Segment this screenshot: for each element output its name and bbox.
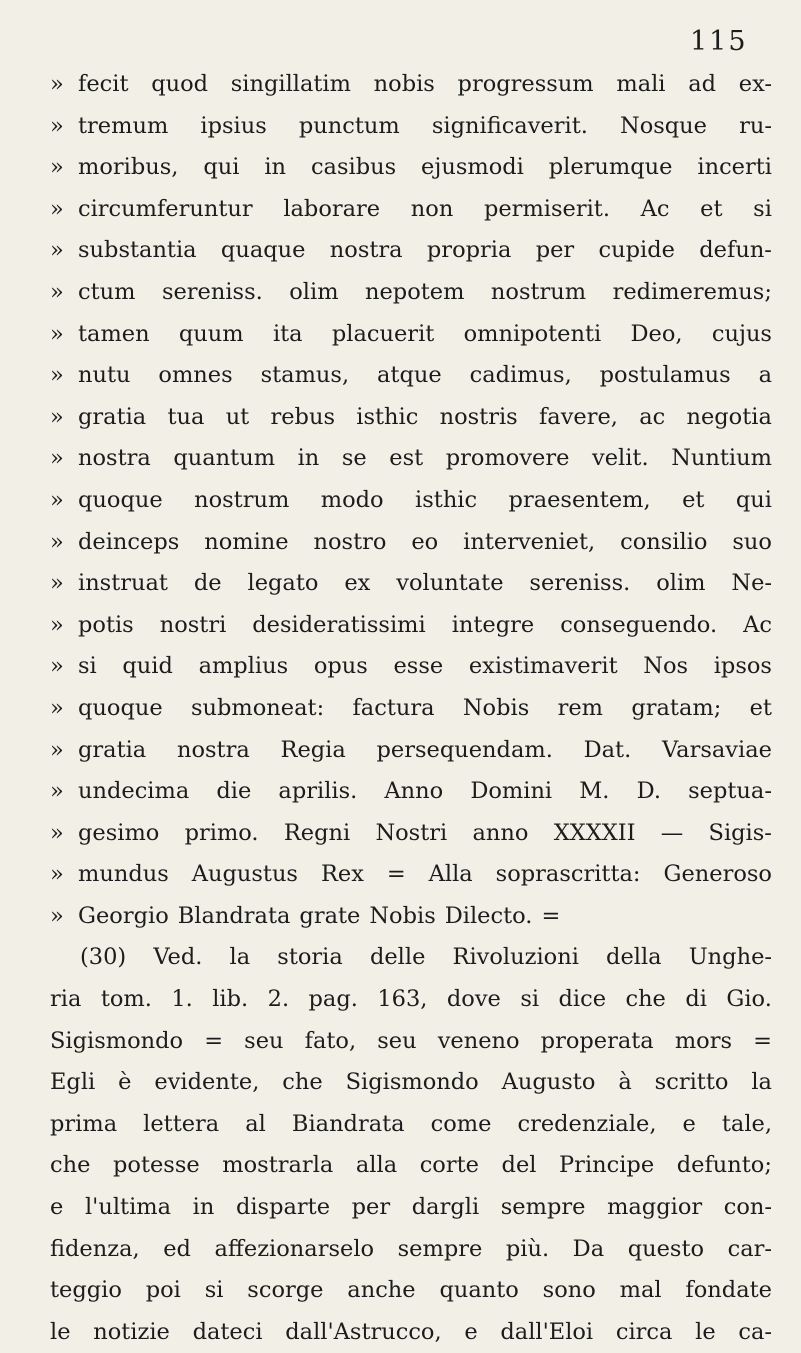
guillemet-mark: » [50, 486, 64, 513]
guillemet-mark: » [50, 71, 64, 97]
line-text: deinceps nomine nostro eo interveniet, consilio suo [78, 528, 772, 555]
line-text: ria tom. 1. lib. 2. pag. 163, dove si dice che di Gio. [50, 986, 772, 1013]
line-text: e l'ultima in disparte per dargli sempre maggior con- [50, 1194, 772, 1221]
line-text: si quid amplius opus esse existimaverit Nos ipsos [78, 653, 772, 680]
line-text: quoque submoneat: factura Nobis rem gratam; et [78, 694, 772, 721]
guillemet-mark: » [50, 403, 64, 430]
line-text: gratia tua ut rebus isthic nostris favere, ac negotia [78, 403, 772, 430]
line-text: fecit quod singillatim nobis progressum mali ad ex- [78, 71, 772, 97]
quoted-line [50, 64, 772, 106]
line-text: prima lettera al Biandrata come credenziale, e tale, [50, 1110, 772, 1137]
quoted-line [50, 771, 772, 813]
quoted-line [50, 438, 772, 480]
quoted-line [50, 189, 772, 231]
quoted-line [50, 397, 772, 439]
guillemet-mark: » [50, 778, 64, 805]
line-text: fidenza, ed affezionarselo sempre più. Da questo car- [50, 1235, 772, 1262]
line-text: gesimo primo. Regni Nostri anno XXXXII — Sigis- [78, 819, 772, 846]
line-text: substantia quaque nostra propria per cupide defun- [78, 237, 772, 264]
line-text: gratia nostra Regia persequendam. Dat. Varsaviae [78, 736, 772, 763]
quoted-line [50, 522, 772, 564]
line-text: moribus, qui in casibus ejusmodi plerumque incerti [78, 154, 772, 181]
quoted-line [50, 272, 772, 314]
line-text: mundus Augustus Rex = Alla soprascritta: Generoso [78, 861, 772, 888]
text-block [50, 64, 772, 1353]
note-line [50, 937, 772, 979]
guillemet-mark: » [50, 320, 64, 347]
guillemet-mark: » [50, 195, 64, 222]
quoted-line [50, 854, 772, 896]
line-text: Sigismondo = seu fato, seu veneno properata mors = [50, 1027, 772, 1054]
line-text: instruat de legato ex voluntate sereniss. olim Ne- [78, 570, 772, 597]
note-line [50, 1021, 772, 1063]
quoted-line [50, 314, 772, 356]
line-text: quoque nostrum modo isthic praesentem, et qui [78, 486, 772, 513]
line-text: che potesse mostrarla alla corte del Principe defunto; [50, 1152, 772, 1179]
quoted-line [50, 355, 772, 397]
line-text: le notizie dateci dall'Astrucco, e dall'Eloi circa le ca- [50, 1318, 772, 1345]
note-line [50, 1312, 772, 1353]
guillemet-mark: » [50, 861, 64, 888]
line-text: Egli è evidente, che Sigismondo Augusto à scritto la [50, 1069, 772, 1096]
note-line [50, 1270, 772, 1312]
quoted-line [50, 563, 772, 605]
line-text: nutu omnes stamus, atque cadimus, postulamus a [78, 362, 772, 389]
line-text: undecima die aprilis. Anno Domini M. D. septua- [78, 778, 772, 805]
quoted-line [50, 896, 772, 938]
guillemet-mark: » [50, 902, 64, 929]
guillemet-mark: » [50, 528, 64, 555]
guillemet-mark: » [50, 154, 64, 181]
quoted-line [50, 106, 772, 148]
guillemet-mark: » [50, 653, 64, 680]
guillemet-mark: » [50, 819, 64, 846]
line-text: circumferuntur laborare non permiserit. Ac et si [78, 195, 772, 222]
line-text: potis nostri desideratissimi integre conseguendo. Ac [78, 611, 772, 638]
guillemet-mark: » [50, 611, 64, 638]
quoted-line [50, 480, 772, 522]
note-line [50, 1187, 772, 1229]
guillemet-mark: » [50, 736, 64, 763]
guillemet-mark: » [50, 237, 64, 264]
guillemet-mark: » [50, 570, 64, 597]
guillemet-mark: » [50, 694, 64, 721]
note-line [50, 1145, 772, 1187]
note-line [50, 979, 772, 1021]
quoted-line [50, 730, 772, 772]
line-text: nostra quantum in se est promovere velit. Nuntium [78, 445, 772, 472]
page-number: 115 [690, 26, 748, 57]
quoted-line [50, 230, 772, 272]
guillemet-mark: » [50, 278, 64, 305]
quoted-line [50, 688, 772, 730]
line-text: (30) Ved. la storia delle Rivoluzioni della Unghe- [80, 944, 772, 971]
quoted-line [50, 813, 772, 855]
line-text: Georgio Blandrata grate Nobis Dilecto. = [78, 902, 561, 929]
quoted-line [50, 605, 772, 647]
quoted-line [50, 646, 772, 688]
line-text: ctum sereniss. olim nepotem nostrum redimeremus; [78, 278, 772, 305]
guillemet-mark: » [50, 445, 64, 472]
note-line [50, 1104, 772, 1146]
quoted-line [50, 147, 772, 189]
note-line [50, 1229, 772, 1271]
line-text: teggio poi si scorge anche quanto sono mal fondate [50, 1277, 772, 1304]
guillemet-mark: » [50, 362, 64, 389]
guillemet-mark: » [50, 112, 64, 139]
line-text: tamen quum ita placuerit omnipotenti Deo, cujus [78, 320, 772, 347]
line-text: tremum ipsius punctum significaverit. Nosque ru- [78, 112, 772, 139]
note-line [50, 1062, 772, 1104]
